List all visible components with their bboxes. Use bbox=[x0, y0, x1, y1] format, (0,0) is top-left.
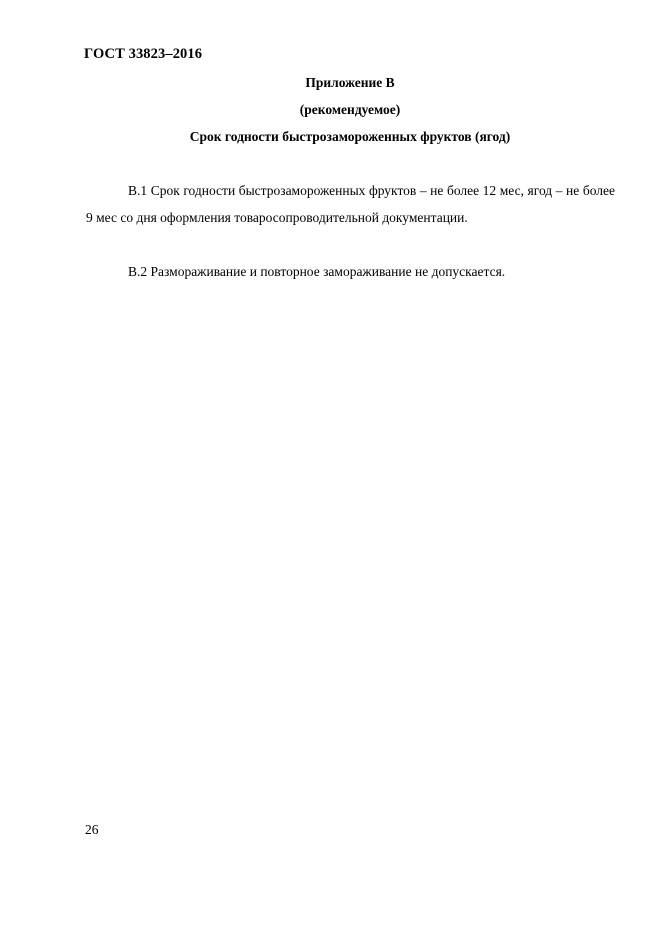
paragraph-thawing: В.2 Размораживание и повторное замораживание не допускается. bbox=[128, 264, 506, 279]
standard-code: ГОСТ 33823–2016 bbox=[84, 46, 203, 62]
annex-status: (рекомендуемое) bbox=[299, 102, 401, 117]
paragraph-shelf-life: В.1 Срок годности быстрозамороженных фруктов – не более 12 мес, ягод – не более 9 мес со дня оформления товаросопроводительной документации. bbox=[86, 183, 615, 225]
annex-heading: Срок годности быстрозамороженных фруктов (ягод) bbox=[189, 129, 511, 144]
page-number: 26 bbox=[85, 822, 99, 837]
annex-title: Приложение В bbox=[305, 75, 395, 90]
